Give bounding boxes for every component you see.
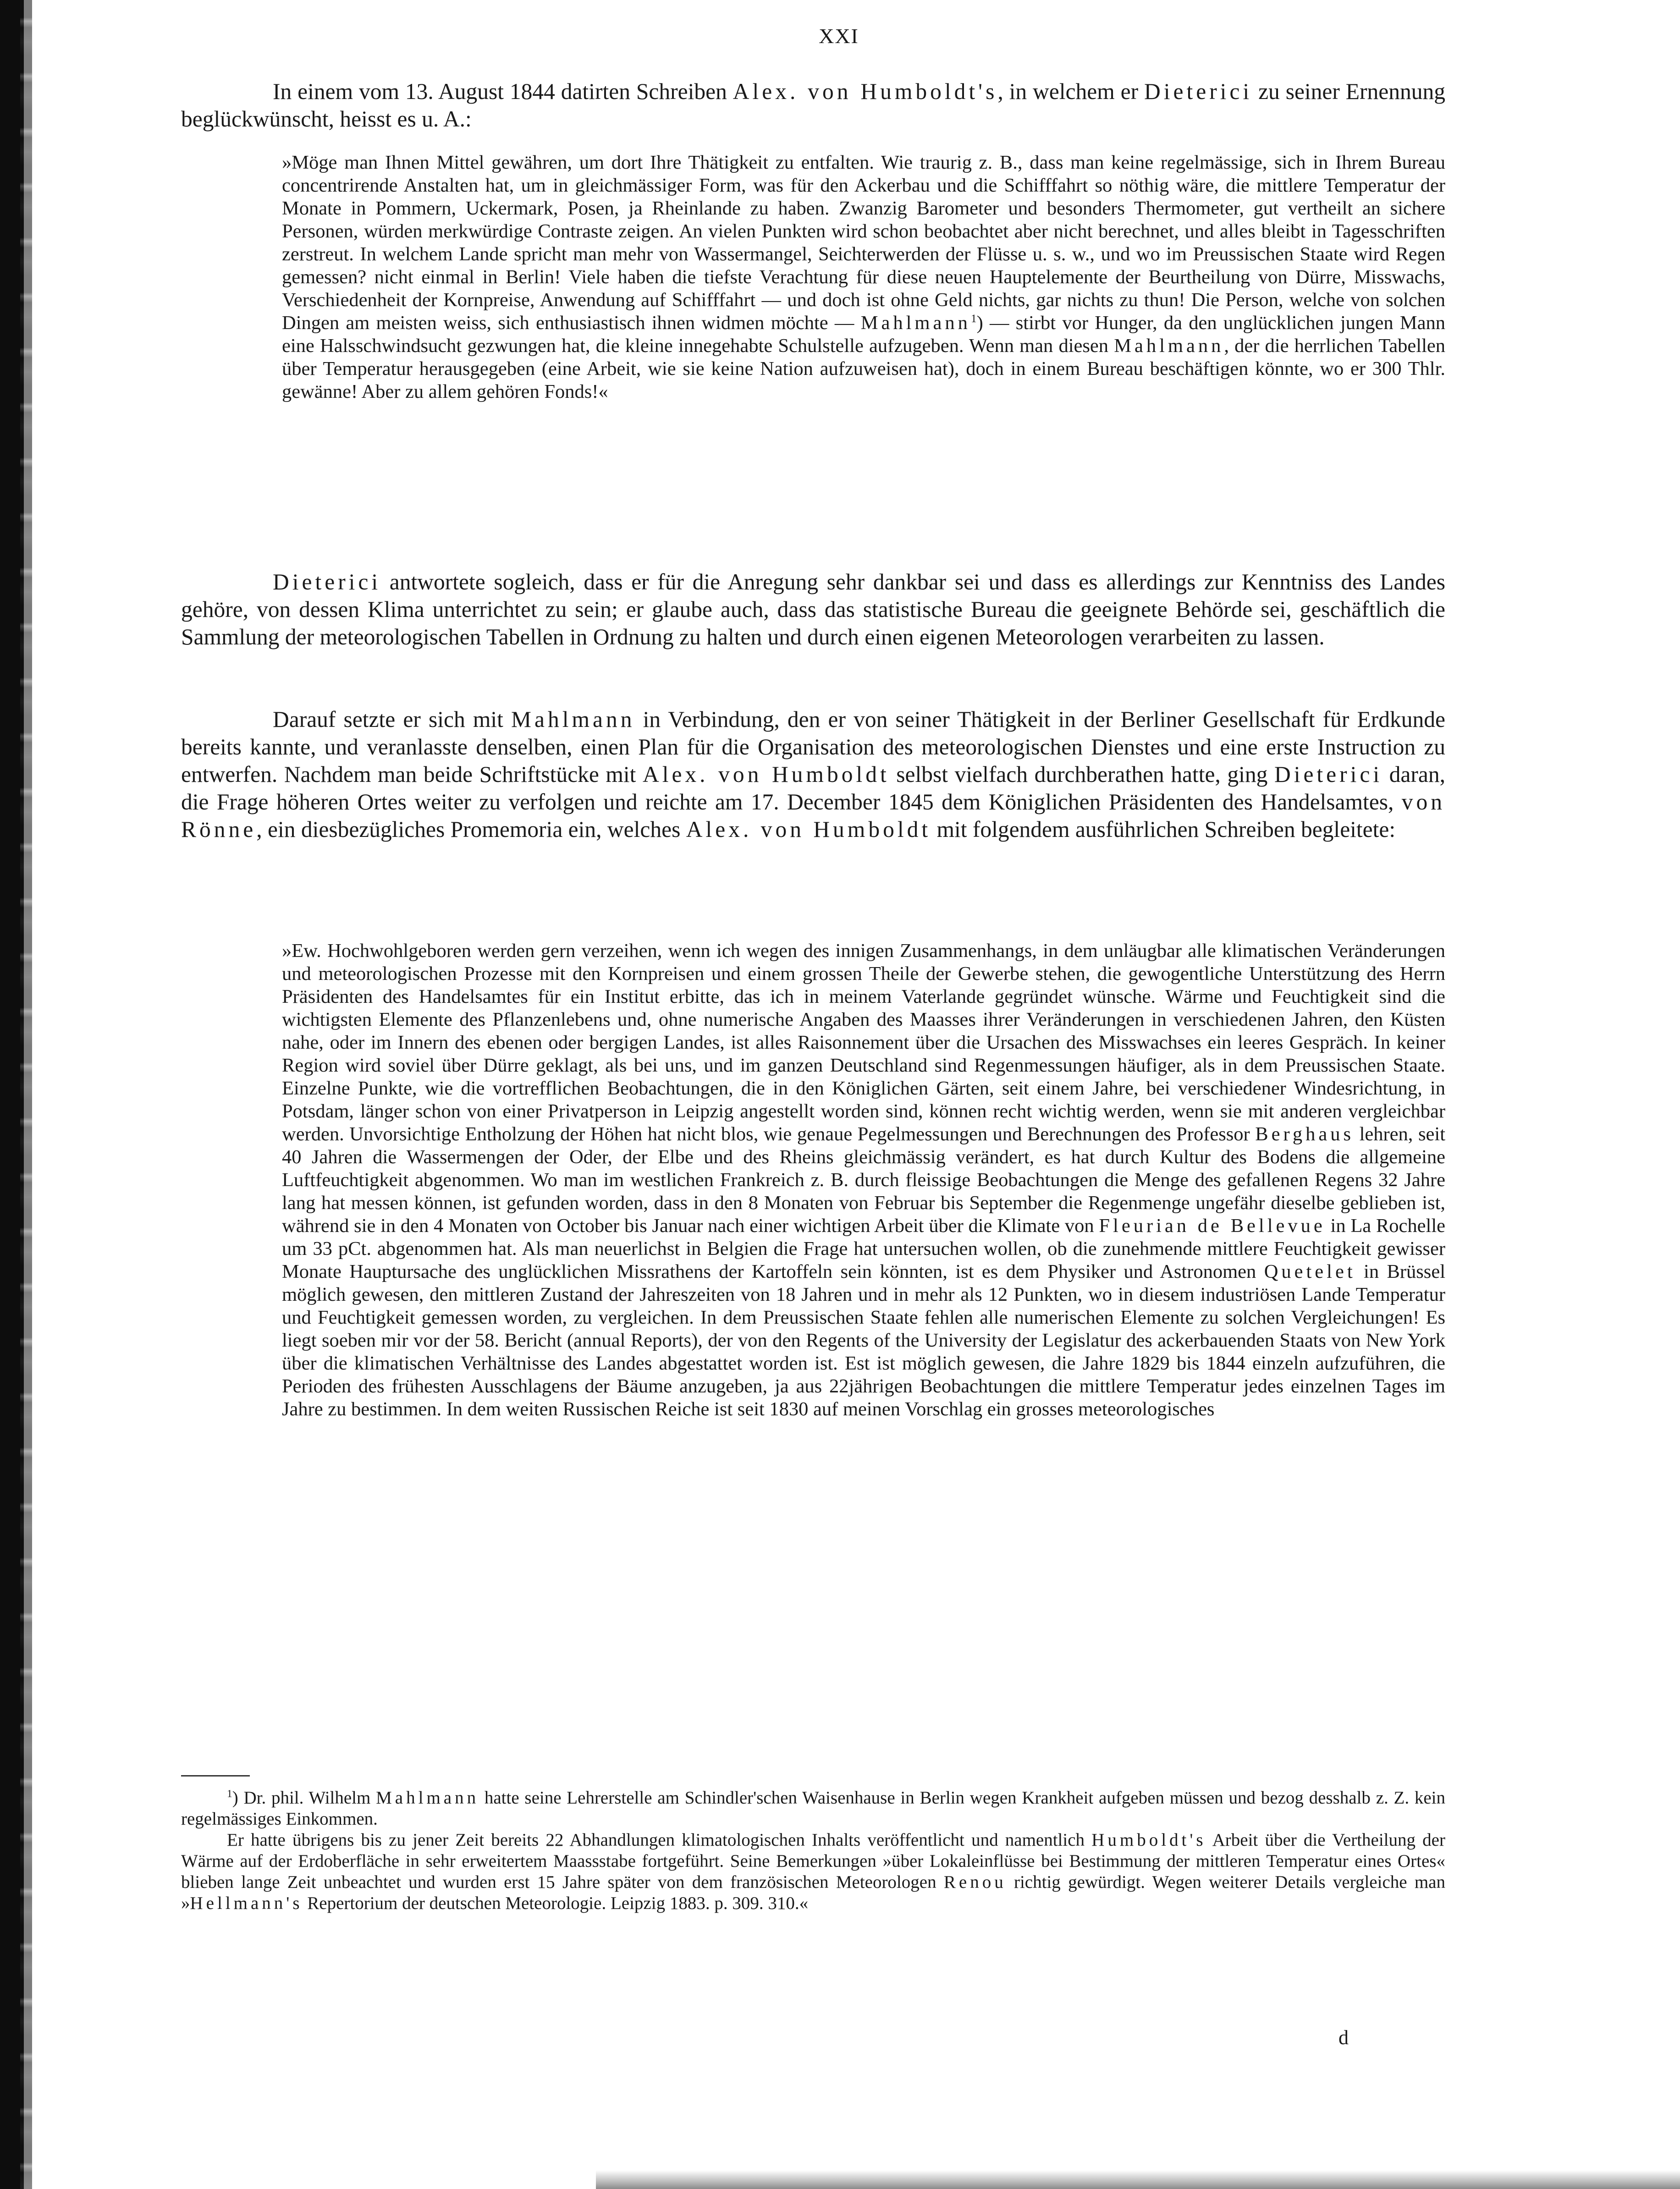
- para2-text: antwortete sogleich, dass er für die Anregung sehr dankbar sei und dass es allerdings zur Kenntniss des Landes gehöre, von dessen Klima unterrichtet zu sein; er glaube auch, dass das statistische Bureau die geeignete Behörde sei, geschäftlich die Sammlung der meteorologischen Tabellen in Ordnung zu halten und durch einen eigenen Meteorologen verarbeiten zu lassen.: [181, 569, 1445, 649]
- footnote-text-e: richtig gewürdigt. Wegen weiterer Details vergleiche man »: [181, 1872, 1445, 1913]
- intro-text-2: , in welchem er: [997, 79, 1144, 104]
- para3-text-f: mit folgendem ausführlichen Schreiben begleitete:: [931, 817, 1396, 842]
- quote2-text-d: in Brüssel möglich gewesen, den mittleren Zustand der Jahreszeiten von 18 Jahren und in mehr als 12 Punkten, wo in diesem industriösen Lande Temperatur und Feuchtigkeit gemessen worden, zu vergleichen. In dem Preussischen Staate fehlen alle numerischen Elemente zu solchen Vergleichungen! Es liegt soeben mir vor der 58. Bericht (annual Reports), der von den Regents of the University der Legislatur des ackerbauenden Staats von New York über die klimatischen Verhältnisse des Landes abgestattet worden ist. Est ist möglich gewesen, die Jahre 1829 bis 1844 einzeln aufzuführen, die Perioden des frühesten Ausschlagens der Bäume anzugeben, ja aus 22jährigen Beobachtungen die mittlere Temperatur jedes einzelnen Tages im Jahre zu bestimmen. In dem weiten Russischen Reiche ist seit 1830 auf meinen Vorschlag ein grosses meteorologisches: [282, 1261, 1445, 1420]
- intro-text-3: zu seiner Ernennung beglückwünscht, heisst es u. A.:: [181, 79, 1445, 132]
- name-quetelet: Quetelet: [1264, 1261, 1356, 1282]
- name-roenne: von Rönne: [181, 789, 1445, 842]
- page-bottom-shadow: [596, 2170, 1680, 2189]
- quote1-text-a: »Möge man Ihnen Mittel gewähren, um dort Ihre Thätigkeit zu entfalten. Wie traurig z. B., dass man keine regelmässige, sich in Ihrem Bureau concentrirende Anstalten hat, um in gleichmässiger Form, was für den Ackerbau und die Schifffahrt so nöthig wäre, die mittlere Temperatur der Monate in Pommern, Uckermark, Posen, ja Rheinlande zu haben. Zwanzig Barometer und besonders Thermometer, gut vertheilt an sichere Personen, würden merkwürdige Contraste zeigen. An vielen Punkten wird schon beobachtet aber nicht berechnet, und alles bleibt in Tagesschriften zerstreut. In welchem Lande spricht man mehr von Wassermangel, Seichterwerden der Flüsse u. s. w., und wo im Preussischen Staate wird Regen gemessen? nicht einmal in Berlin! Viele haben die tiefste Verachtung für diese neuen Hauptelemente der Beurtheilung von Dürre, Misswachs, Verschiedenheit der Kornpreise, Anwendung auf Schifffahrt — und doch ist ohne Geld nichts, gar nichts zu thun! Die Person, welche von solchen Dingen am meisten weiss, sich enthusiastisch ihnen widmen möchte —: [282, 152, 1445, 334]
- footnote-text-d: Arbeit über die Vertheilung der Wärme auf der Erdoberfläche in sehr erweitertem Maassstabe fortgeführt. Seine Bemerkungen »über Lokaleinflüsse bei Bestimmung der mittleren Temperatur eines Ortes« blieben lange Zeit unbeachtet und wurden erst 15 Jahre später von dem französischen Meteorologen: [181, 1830, 1445, 1892]
- paragraph-promemoria: [181, 706, 1445, 843]
- name-dieterici-2: Dieterici: [273, 569, 381, 594]
- footnote-text-f: Repertorium der deutschen Meteorologie. Leipzig 1883. p. 309. 310.«: [303, 1893, 809, 1913]
- name-dieterici-3: Dieterici: [1274, 762, 1383, 787]
- quote2-text-a: »Ew. Hochwohlgeboren werden gern verzeihen, wenn ich wegen des innigen Zusammenhangs, in dem unläugbar alle klimatischen Veränderungen und meteorologischen Prozesse mit den Kornpreisen und einem grossen Theile der Gewerbe stehen, die gewogentliche Unterstützung des Herrn Präsidenten des Handelsamtes für ein Institut erbitte, das ich in meinem Vaterlande gegründet wünsche. Wärme und Feuchtigkeit sind die wichtigsten Elemente des Pflanzenlebens und, ohne numerische Angaben des Maasses ihrer Veränderungen in verschiedenen Jahren, den Küsten nahe, oder im Innern des ebenen oder bergigen Landes, ist alles Raisonnement über die Ursachen des Misswachses ein leeres Gespräch. In keiner Region wird soviel über Dürre geklagt, als bei uns, und im ganzen Deutschland sind Regenmessungen häufiger, als in dem Preussischen Staate. Einzelne Punkte, wie die vortrefflichen Beobachtungen, die in den Königlichen Gärten, seit einem Jahre, bei verschiedener Windesrichtung, in Potsdam, länger schon von einer Privatperson in Leipzig angestellt worden sind, können recht wichtig werden, wenn sie mit anderen vergleichbar werden. Unvorsichtige Entholzung der Höhen hat nicht blos, wie genaue Pegelmessungen und Berechnungen des Professor: [282, 940, 1445, 1145]
- footnote-1-continuation: [181, 1830, 1445, 1914]
- footnote-block: [181, 1788, 1445, 1914]
- footnote-text-c: Er hatte übrigens bis zu jener Zeit bereits 22 Abhandlungen klimatologischen Inhalts veröffentlicht und namentlich: [227, 1830, 1092, 1850]
- para3-text-b: in Verbindung, den er von seiner Thätigkeit in der Berliner Gesellschaft für Erdkunde bereits kannte, und veranlasste denselben, einen Plan für die Organisation des meteorologischen Dienstes und eine erste Instruction zu entwerfen. Nachdem man beide Schriftstücke mit: [181, 707, 1445, 787]
- name-mahlmann-2: Mahlmann: [1114, 335, 1224, 357]
- name-humboldt-fn: Humboldt's: [1091, 1830, 1206, 1850]
- name-humboldt-2: Alex. von Humboldt: [642, 762, 890, 787]
- footnote-text-a: ) Dr. phil. Wilhelm: [232, 1788, 376, 1808]
- name-humboldt: Alex. von Humboldt's: [733, 79, 998, 104]
- paragraph-dieterici-answer: [181, 568, 1445, 651]
- footnote-mark: 1: [227, 1788, 232, 1800]
- para3-text-c: selbst vielfach durchberathen hatte, ging: [889, 762, 1274, 787]
- name-humboldt-3: Alex. von Humboldt: [686, 817, 931, 842]
- footnote-1: [181, 1788, 1445, 1830]
- binding-edge-texture: [20, 0, 32, 2189]
- name-mahlmann-fn: Mahlmann: [376, 1788, 479, 1808]
- signature-mark: d: [1338, 2026, 1349, 2049]
- para3-text-a: Darauf setzte er sich mit: [273, 707, 512, 732]
- intro-paragraph: [181, 78, 1445, 133]
- name-renou: Renou: [943, 1872, 1007, 1892]
- name-hellmann: Hellmann's: [190, 1893, 303, 1913]
- quote2-text-b: lehren, seit 40 Jahren die Wassermengen der Oder, der Elbe und des Rheins gleichmässig verändert, es hat durch Kultur des Bodens die allgemeine Luftfeuchtigkeit abgenommen. Wo man im westlichen Frankreich z. B. durch fleissige Beobachtungen die Menge des gefallenen Regens 32 Jahre lang hat messen können, ist gefunden worden, dass in den 8 Monaten von Februar bis September die Regenmenge ungefähr dieselbe geblieben ist, während sie in den 4 Monaten von October bis Januar nach einer wichtigen Arbeit über die Klimate von: [282, 1123, 1445, 1237]
- humboldt-quote-1: [282, 151, 1445, 403]
- name-fleurian: Fleurian de Bellevue: [1099, 1215, 1326, 1237]
- name-berghaus: Berghaus: [1255, 1123, 1355, 1145]
- name-mahlmann: Mahlmann: [860, 312, 971, 334]
- footnote-divider: [181, 1775, 250, 1776]
- intro-text-1: In einem vom 13. August 1844 datirten Schreiben: [273, 79, 733, 104]
- para3-text-d: daran, die Frage höheren Ortes weiter zu verfolgen und reichte am 17. December 1845 dem Königlichen Präsidenten des Handelsamtes,: [181, 762, 1445, 814]
- footnote-reference[interactable]: 1: [970, 311, 977, 325]
- quote1-text-b: ) — stirbt vor Hunger, da den unglücklichen jungen Mann eine Halsschwindsucht gezwungen hat, die kleine innegehabte Schulstelle aufzugeben. Wenn man diesen: [282, 312, 1445, 357]
- para3-text-e: , ein diesbezügliches Promemoria ein, welches: [256, 817, 686, 842]
- quote2-text-c: in La Rochelle um 33 pCt. abgenommen hat. Als man neuerlichst in Belgien die Frage hat untersuchen wollen, ob die zunehmende mittlere Feuchtigkeit gewisser Monate Hauptursache des unglücklichen Missrathens der Kartoffeln sein könnten, ist es dem Physiker und Astronomen: [282, 1215, 1446, 1282]
- name-dieterici: Dieterici: [1144, 79, 1253, 104]
- page-number: XXI: [819, 24, 859, 48]
- footnote-text-b: hatte seine Lehrerstelle am Schindler'schen Waisenhause in Berlin wegen Krankheit aufgeben müssen und bezog desshalb z. Z. kein regelmässiges Einkommen.: [181, 1788, 1446, 1829]
- name-mahlmann-3: Mahlmann: [511, 707, 635, 732]
- humboldt-quote-2: [282, 940, 1445, 1421]
- quote1-text-c: , der die herrlichen Tabellen über Temperatur herausgegeben (eine Arbeit, wie sie keine Nation aufzuweisen hat), doch in einem Bureau beschäftigen könnte, wo er 300 Thlr. gewänne! Aber zu allem gehören Fonds!«: [282, 335, 1445, 402]
